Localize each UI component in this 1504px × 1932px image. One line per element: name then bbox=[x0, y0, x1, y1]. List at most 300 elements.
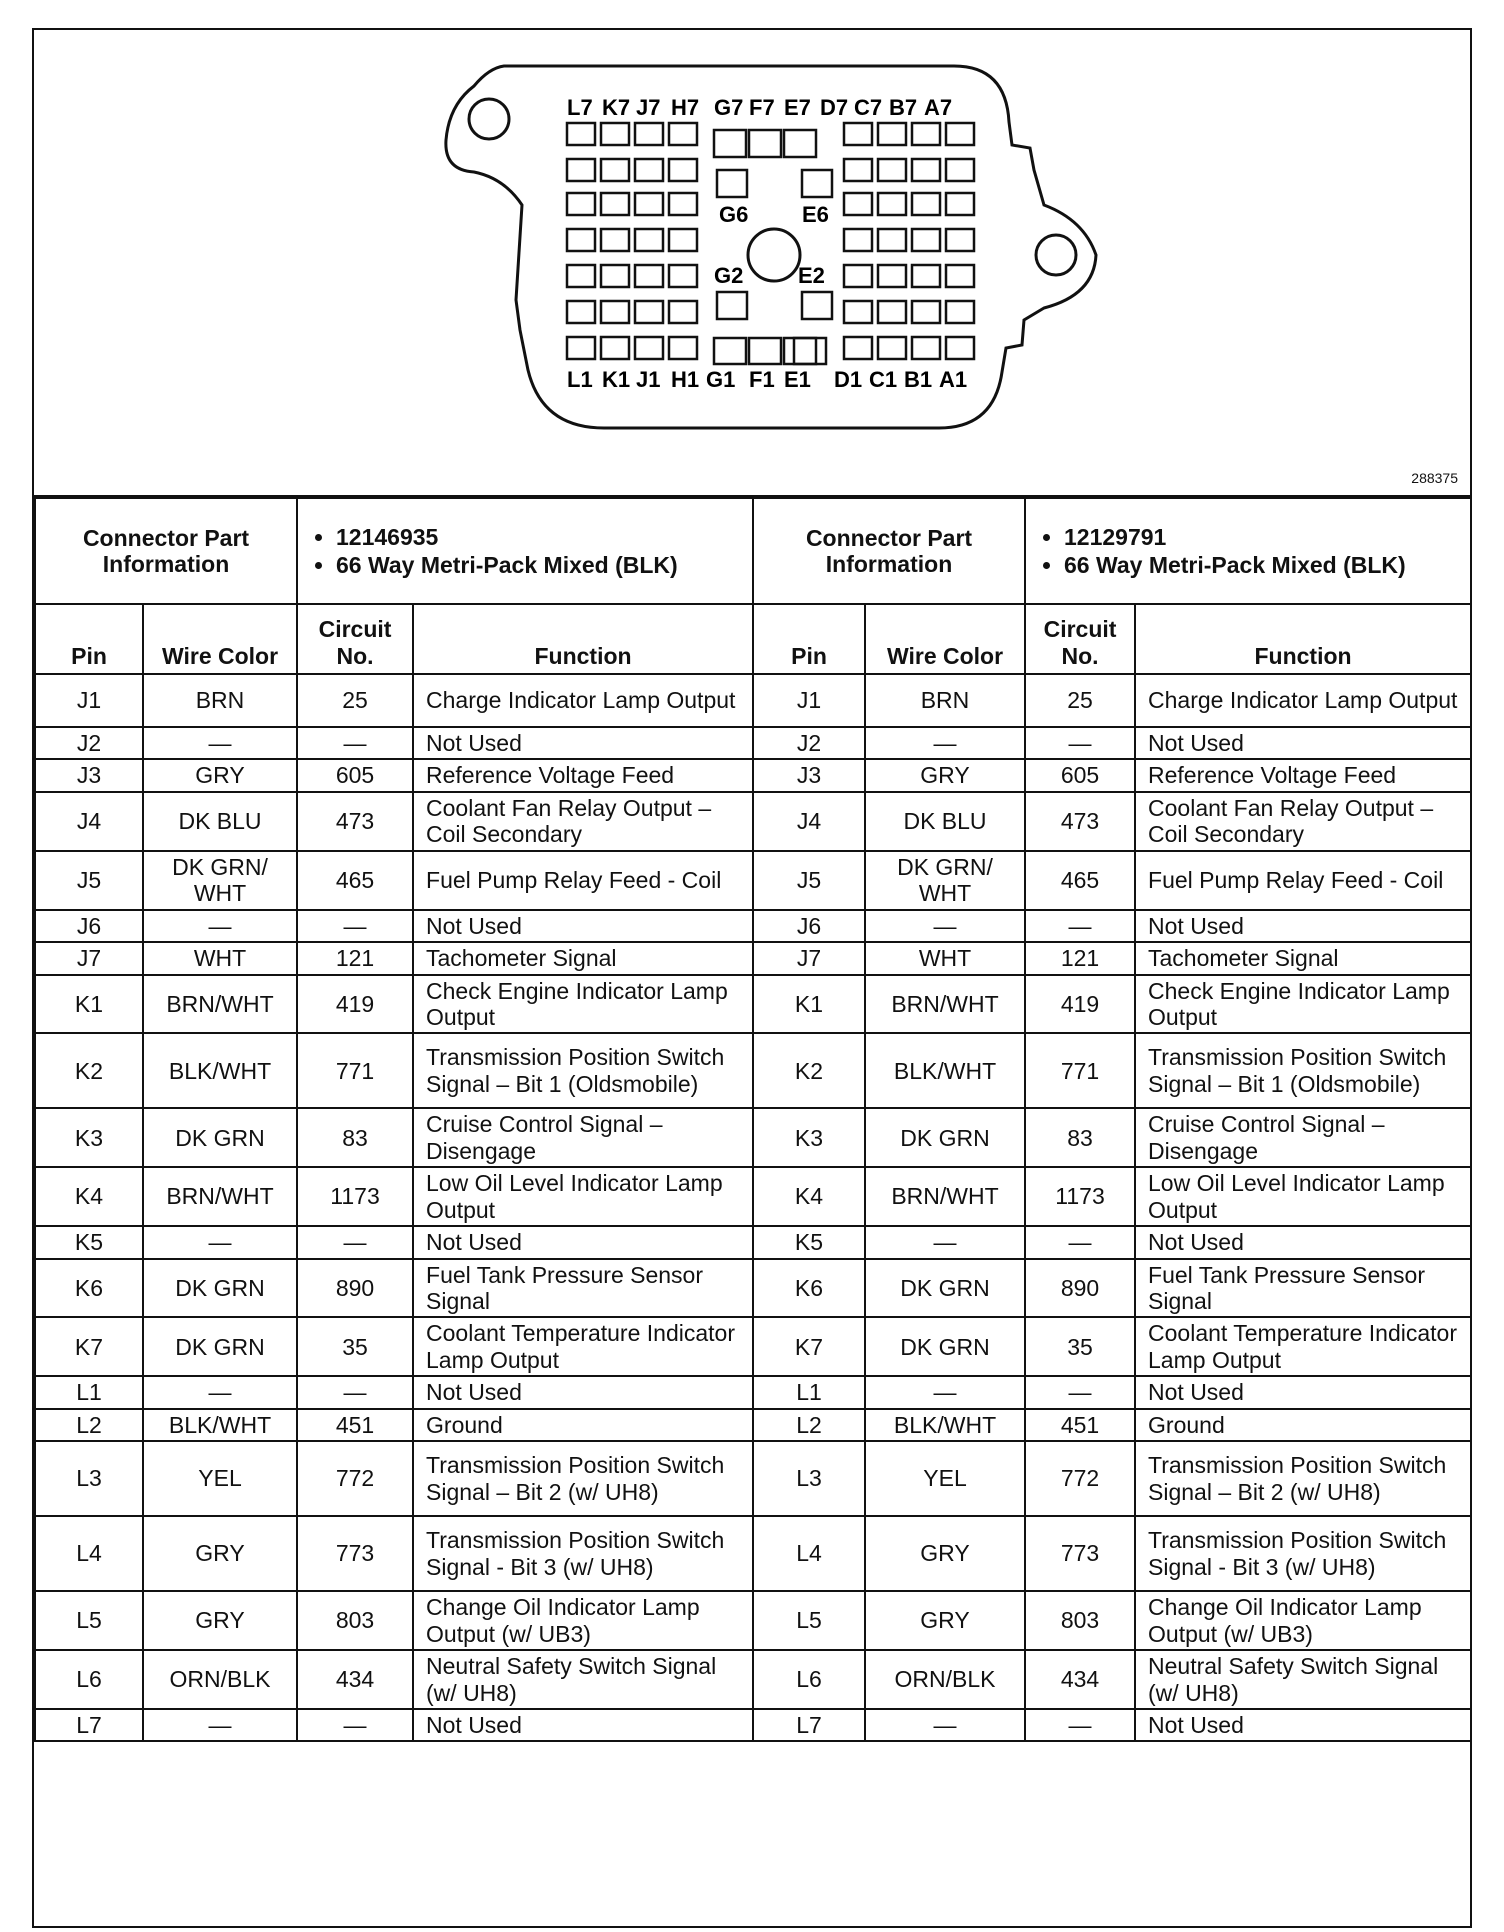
table-row bbox=[35, 1376, 753, 1408]
connector-info-row bbox=[35, 498, 753, 604]
pin-cavity bbox=[635, 301, 663, 323]
cell-function: Not Used bbox=[1135, 727, 1471, 759]
pin-cavity bbox=[946, 337, 974, 359]
col-header-circuit: Circuit No. bbox=[1025, 604, 1135, 674]
cell-pin: L4 bbox=[35, 1516, 143, 1591]
cell-pin: J7 bbox=[35, 942, 143, 974]
connector-info-values bbox=[1025, 498, 1471, 604]
cell-pin: K6 bbox=[35, 1259, 143, 1318]
pin-cavity bbox=[601, 123, 629, 145]
cell-pin: K1 bbox=[753, 975, 865, 1034]
pin-label: C7 bbox=[854, 95, 883, 120]
table-row bbox=[753, 1259, 1471, 1318]
table-row bbox=[753, 727, 1471, 759]
pin-cavity bbox=[601, 159, 629, 181]
cell-wire-color: DK BLU bbox=[143, 792, 297, 851]
cell-circuit: 35 bbox=[297, 1317, 413, 1376]
cell-wire-color: BLK/WHT bbox=[143, 1409, 297, 1441]
cell-wire-color: GRY bbox=[143, 1516, 297, 1591]
cell-function: Charge Indicator Lamp Output bbox=[413, 674, 753, 727]
cell-circuit: 605 bbox=[1025, 759, 1135, 791]
table-row bbox=[753, 1709, 1471, 1741]
pin-label: A1 bbox=[939, 367, 968, 392]
pin-cavity bbox=[601, 265, 629, 287]
pin-cavity bbox=[878, 123, 906, 145]
cell-pin: L1 bbox=[35, 1376, 143, 1408]
table-row bbox=[753, 1108, 1471, 1167]
table-row bbox=[35, 975, 753, 1034]
connector-diagram-panel bbox=[34, 30, 1470, 497]
pin-cavity bbox=[946, 193, 974, 215]
cell-circuit: 35 bbox=[1025, 1317, 1135, 1376]
cell-function: Check Engine Indicator Lamp Output bbox=[1135, 975, 1471, 1034]
cell-circuit: 465 bbox=[1025, 851, 1135, 910]
cell-circuit: 419 bbox=[1025, 975, 1135, 1034]
connector-description: • 66 Way Metri-Pack Mixed (BLK) bbox=[336, 552, 744, 578]
pin-label: G6 bbox=[719, 202, 749, 227]
pin-cavity bbox=[635, 193, 663, 215]
column-header-row bbox=[35, 604, 753, 674]
cell-pin: L2 bbox=[35, 1409, 143, 1441]
cell-function: Charge Indicator Lamp Output bbox=[1135, 674, 1471, 727]
cell-circuit: 1173 bbox=[1025, 1167, 1135, 1226]
cell-function: Check Engine Indicator Lamp Output bbox=[413, 975, 753, 1034]
table-body-right bbox=[753, 674, 1471, 1741]
cell-circuit: 890 bbox=[1025, 1259, 1135, 1318]
pin-label: E6 bbox=[802, 202, 829, 227]
cell-function: Neutral Safety Switch Signal (w/ UH8) bbox=[413, 1650, 753, 1709]
cell-function: Coolant Fan Relay Output – Coil Secondary bbox=[1135, 792, 1471, 851]
table-row bbox=[753, 1516, 1471, 1591]
table-row bbox=[753, 759, 1471, 791]
cell-circuit: 25 bbox=[1025, 674, 1135, 727]
col-header-pin: Pin bbox=[35, 604, 143, 674]
cell-wire-color: — bbox=[865, 910, 1025, 942]
pin-cavity bbox=[844, 193, 872, 215]
cell-wire-color: YEL bbox=[865, 1441, 1025, 1516]
cell-function: Not Used bbox=[413, 727, 753, 759]
cell-wire-color: — bbox=[143, 1226, 297, 1258]
pin-label: B7 bbox=[889, 95, 918, 120]
cell-wire-color: DK GRN/ WHT bbox=[143, 851, 297, 910]
table-row bbox=[753, 1591, 1471, 1650]
pin-cavity bbox=[912, 265, 940, 287]
cell-function: Fuel Pump Relay Feed - Coil bbox=[1135, 851, 1471, 910]
table-row bbox=[753, 1167, 1471, 1226]
pin-cavity bbox=[912, 193, 940, 215]
cell-pin: J3 bbox=[35, 759, 143, 791]
cell-pin: L4 bbox=[753, 1516, 865, 1591]
pin-label: D1 bbox=[834, 367, 863, 392]
cell-circuit: — bbox=[297, 910, 413, 942]
cell-wire-color: — bbox=[143, 1376, 297, 1408]
connector-table-right bbox=[752, 497, 1472, 1742]
table-row bbox=[35, 1167, 753, 1226]
cell-function: Low Oil Level Indicator Lamp Output bbox=[413, 1167, 753, 1226]
cell-pin: L6 bbox=[753, 1650, 865, 1709]
pin-cavity bbox=[567, 229, 595, 251]
cell-function: Change Oil Indicator Lamp Output (w/ UB3) bbox=[1135, 1591, 1471, 1650]
col-header-function: Function bbox=[413, 604, 753, 674]
pin-cavity bbox=[717, 292, 747, 319]
cell-pin: L3 bbox=[35, 1441, 143, 1516]
table-row bbox=[35, 910, 753, 942]
connector-info-values bbox=[297, 498, 753, 604]
cell-pin: J1 bbox=[753, 674, 865, 727]
cell-pin: L2 bbox=[753, 1409, 865, 1441]
pin-cavity bbox=[878, 229, 906, 251]
table-body-left bbox=[35, 674, 753, 1741]
col-header-wire-color: Wire Color bbox=[143, 604, 297, 674]
cell-circuit: 605 bbox=[297, 759, 413, 791]
pin-cavity bbox=[844, 301, 872, 323]
cell-circuit: 772 bbox=[1025, 1441, 1135, 1516]
pin-cavity bbox=[946, 301, 974, 323]
cell-wire-color: — bbox=[143, 727, 297, 759]
pin-cavity bbox=[844, 159, 872, 181]
pin-cavity bbox=[912, 229, 940, 251]
cell-wire-color: WHT bbox=[143, 942, 297, 974]
pin-label: G1 bbox=[706, 367, 736, 392]
cell-pin: K4 bbox=[753, 1167, 865, 1226]
table-row bbox=[35, 1259, 753, 1318]
cell-function: Not Used bbox=[413, 1226, 753, 1258]
table-row bbox=[753, 1376, 1471, 1408]
cell-pin: L6 bbox=[35, 1650, 143, 1709]
pin-cavity bbox=[912, 123, 940, 145]
cell-circuit: 773 bbox=[1025, 1516, 1135, 1591]
cell-pin: J4 bbox=[35, 792, 143, 851]
cell-wire-color: DK GRN bbox=[143, 1317, 297, 1376]
connector-info-row bbox=[753, 498, 1471, 604]
pin-cavity bbox=[601, 229, 629, 251]
pin-cavity bbox=[669, 193, 697, 215]
cell-wire-color: YEL bbox=[143, 1441, 297, 1516]
cell-wire-color: DK GRN bbox=[865, 1108, 1025, 1167]
cell-pin: K1 bbox=[35, 975, 143, 1034]
cell-function: Cruise Control Signal – Disengage bbox=[413, 1108, 753, 1167]
cell-circuit: 121 bbox=[297, 942, 413, 974]
table-row bbox=[753, 1409, 1471, 1441]
pin-cavity bbox=[784, 130, 816, 157]
cell-wire-color: ORN/BLK bbox=[143, 1650, 297, 1709]
cell-wire-color: BRN bbox=[143, 674, 297, 727]
cell-pin: J3 bbox=[753, 759, 865, 791]
cell-function: Reference Voltage Feed bbox=[1135, 759, 1471, 791]
pin-cavity bbox=[601, 193, 629, 215]
cell-wire-color: GRY bbox=[865, 1516, 1025, 1591]
cell-function: Cruise Control Signal – Disengage bbox=[1135, 1108, 1471, 1167]
cell-wire-color: BRN/WHT bbox=[143, 975, 297, 1034]
figure-number: 288375 bbox=[1411, 470, 1458, 486]
pin-label: J1 bbox=[636, 367, 661, 392]
table-row bbox=[753, 1441, 1471, 1516]
pin-cavity bbox=[749, 338, 781, 364]
cell-function: Not Used bbox=[413, 910, 753, 942]
cell-pin: K6 bbox=[753, 1259, 865, 1318]
table-row bbox=[35, 792, 753, 851]
cell-function: Reference Voltage Feed bbox=[413, 759, 753, 791]
pin-cavity bbox=[635, 159, 663, 181]
cell-pin: L7 bbox=[35, 1709, 143, 1741]
pin-cavity bbox=[878, 265, 906, 287]
pin-label: H1 bbox=[671, 367, 700, 392]
connector-table-left bbox=[34, 497, 754, 1742]
cell-pin: J7 bbox=[753, 942, 865, 974]
pin-cavity bbox=[635, 265, 663, 287]
cell-wire-color: — bbox=[865, 1226, 1025, 1258]
pin-cavity bbox=[878, 301, 906, 323]
pin-label: F7 bbox=[749, 95, 775, 120]
cell-function: Transmission Position Switch Signal - Bit 3 (w/ UH8) bbox=[413, 1516, 753, 1591]
pin-cavity bbox=[912, 337, 940, 359]
pin-label: K1 bbox=[602, 367, 631, 392]
cell-pin: J1 bbox=[35, 674, 143, 727]
cell-circuit: 1173 bbox=[297, 1167, 413, 1226]
cell-circuit: 83 bbox=[297, 1108, 413, 1167]
cell-wire-color: DK GRN/ WHT bbox=[865, 851, 1025, 910]
table-row bbox=[753, 851, 1471, 910]
table-row bbox=[35, 674, 753, 727]
pin-cavity bbox=[714, 338, 746, 364]
mounting-hole-right bbox=[1036, 235, 1076, 275]
pin-cavity bbox=[567, 123, 595, 145]
connector-part-number: • 12129791 bbox=[1064, 524, 1462, 550]
table-row bbox=[753, 975, 1471, 1034]
cell-circuit: 473 bbox=[297, 792, 413, 851]
pin-cavity bbox=[567, 265, 595, 287]
cell-circuit: — bbox=[1025, 1709, 1135, 1741]
pin-cavity bbox=[844, 337, 872, 359]
cell-circuit: 419 bbox=[297, 975, 413, 1034]
cell-pin: J2 bbox=[35, 727, 143, 759]
col-header-wire-color: Wire Color bbox=[865, 604, 1025, 674]
cell-circuit: — bbox=[297, 1376, 413, 1408]
cell-circuit: 771 bbox=[297, 1033, 413, 1108]
cell-function: Tachometer Signal bbox=[413, 942, 753, 974]
cell-function: Fuel Tank Pressure Sensor Signal bbox=[413, 1259, 753, 1318]
cell-circuit: 121 bbox=[1025, 942, 1135, 974]
cell-circuit: 25 bbox=[297, 674, 413, 727]
column-header-row bbox=[753, 604, 1471, 674]
cell-circuit: 465 bbox=[297, 851, 413, 910]
table-row bbox=[753, 674, 1471, 727]
pin-label: A7 bbox=[924, 95, 953, 120]
table-row bbox=[753, 910, 1471, 942]
mounting-hole-left bbox=[469, 99, 509, 139]
pin-label: E7 bbox=[784, 95, 811, 120]
table-row bbox=[35, 1317, 753, 1376]
cell-pin: K4 bbox=[35, 1167, 143, 1226]
pin-cavity bbox=[669, 229, 697, 251]
cell-wire-color: GRY bbox=[865, 1591, 1025, 1650]
cell-pin: J5 bbox=[35, 851, 143, 910]
cell-wire-color: GRY bbox=[865, 759, 1025, 791]
pin-label: H7 bbox=[671, 95, 700, 120]
cell-wire-color: DK BLU bbox=[865, 792, 1025, 851]
cell-wire-color: — bbox=[865, 1709, 1025, 1741]
pin-cavity bbox=[669, 337, 697, 359]
pin-cavity bbox=[669, 123, 697, 145]
pin-cavity bbox=[844, 123, 872, 145]
cell-function: Not Used bbox=[413, 1376, 753, 1408]
cell-function: Not Used bbox=[1135, 1376, 1471, 1408]
table-row bbox=[753, 942, 1471, 974]
pin-cavity bbox=[878, 193, 906, 215]
pin-cavity bbox=[669, 301, 697, 323]
cell-wire-color: — bbox=[865, 727, 1025, 759]
table-row bbox=[35, 1108, 753, 1167]
pin-cavity bbox=[567, 159, 595, 181]
pin-cavity bbox=[844, 229, 872, 251]
cell-pin: J2 bbox=[753, 727, 865, 759]
pin-label: J7 bbox=[636, 95, 661, 120]
table-row bbox=[35, 727, 753, 759]
pin-cavity bbox=[669, 265, 697, 287]
cell-function: Low Oil Level Indicator Lamp Output bbox=[1135, 1167, 1471, 1226]
table-row bbox=[753, 1317, 1471, 1376]
cell-function: Not Used bbox=[1135, 1226, 1471, 1258]
connector-info-title: Connector Part Information bbox=[753, 498, 1025, 604]
cell-pin: L1 bbox=[753, 1376, 865, 1408]
cell-wire-color: — bbox=[143, 1709, 297, 1741]
pin-label: C1 bbox=[869, 367, 898, 392]
table-row bbox=[35, 1441, 753, 1516]
pin-cavity bbox=[717, 170, 747, 197]
cell-pin: J5 bbox=[753, 851, 865, 910]
pin-cavity bbox=[946, 229, 974, 251]
cell-function: Fuel Pump Relay Feed - Coil bbox=[413, 851, 753, 910]
pin-cavity bbox=[784, 338, 816, 364]
cell-pin: K3 bbox=[753, 1108, 865, 1167]
table-row bbox=[753, 792, 1471, 851]
cell-function: Transmission Position Switch Signal – Bit 2 (w/ UH8) bbox=[1135, 1441, 1471, 1516]
pin-cavity bbox=[635, 337, 663, 359]
col-header-circuit: Circuit No. bbox=[297, 604, 413, 674]
cell-circuit: 473 bbox=[1025, 792, 1135, 851]
cell-function: Transmission Position Switch Signal – Bit 1 (Oldsmobile) bbox=[413, 1033, 753, 1108]
pin-cavity bbox=[946, 123, 974, 145]
pin-cavity bbox=[601, 337, 629, 359]
cell-function: Ground bbox=[413, 1409, 753, 1441]
cell-pin: K7 bbox=[35, 1317, 143, 1376]
cell-function: Change Oil Indicator Lamp Output (w/ UB3) bbox=[413, 1591, 753, 1650]
cell-pin: K2 bbox=[753, 1033, 865, 1108]
center-post bbox=[748, 229, 800, 281]
pin-label: E1 bbox=[784, 367, 811, 392]
connector-part-number: • 12146935 bbox=[336, 524, 744, 550]
col-header-function: Function bbox=[1135, 604, 1471, 674]
pin-label: E2 bbox=[798, 263, 825, 288]
cell-wire-color: BRN bbox=[865, 674, 1025, 727]
pin-cavity bbox=[635, 123, 663, 145]
cell-circuit: 771 bbox=[1025, 1033, 1135, 1108]
cell-wire-color: DK GRN bbox=[143, 1108, 297, 1167]
pin-cavity bbox=[878, 337, 906, 359]
cell-function: Transmission Position Switch Signal – Bit 2 (w/ UH8) bbox=[413, 1441, 753, 1516]
pin-cavity bbox=[912, 159, 940, 181]
cell-pin: K2 bbox=[35, 1033, 143, 1108]
cell-wire-color: DK GRN bbox=[865, 1259, 1025, 1318]
pin-cavity bbox=[749, 130, 781, 157]
pin-cavity bbox=[794, 338, 826, 364]
cell-pin: J4 bbox=[753, 792, 865, 851]
cell-circuit: 773 bbox=[297, 1516, 413, 1591]
pin-cavity bbox=[669, 159, 697, 181]
pin-cavity bbox=[802, 292, 832, 319]
cell-function: Transmission Position Switch Signal - Bit 3 (w/ UH8) bbox=[1135, 1516, 1471, 1591]
col-header-pin: Pin bbox=[753, 604, 865, 674]
cell-wire-color: GRY bbox=[143, 1591, 297, 1650]
cell-function: Coolant Temperature Indicator Lamp Output bbox=[413, 1317, 753, 1376]
cell-wire-color: BRN/WHT bbox=[143, 1167, 297, 1226]
table-row bbox=[753, 1033, 1471, 1108]
cell-function: Coolant Temperature Indicator Lamp Output bbox=[1135, 1317, 1471, 1376]
cell-circuit: 451 bbox=[297, 1409, 413, 1441]
cell-circuit: — bbox=[297, 1709, 413, 1741]
pin-label: L1 bbox=[567, 367, 593, 392]
document-sheet bbox=[32, 28, 1472, 1928]
cell-circuit: 772 bbox=[297, 1441, 413, 1516]
pin-label: K7 bbox=[602, 95, 631, 120]
cell-circuit: 434 bbox=[297, 1650, 413, 1709]
pin-cavity bbox=[844, 265, 872, 287]
pin-cavity bbox=[567, 301, 595, 323]
cell-circuit: 83 bbox=[1025, 1108, 1135, 1167]
table-row bbox=[35, 1516, 753, 1591]
cell-circuit: 803 bbox=[297, 1591, 413, 1650]
pin-cavity bbox=[635, 229, 663, 251]
cell-function: Ground bbox=[1135, 1409, 1471, 1441]
cell-function: Not Used bbox=[1135, 1709, 1471, 1741]
cell-wire-color: ORN/BLK bbox=[865, 1650, 1025, 1709]
cell-wire-color: BLK/WHT bbox=[865, 1033, 1025, 1108]
pin-label: G7 bbox=[714, 95, 744, 120]
connector-info-title: Connector Part Information bbox=[35, 498, 297, 604]
pin-cavity bbox=[802, 170, 832, 197]
table-row bbox=[35, 759, 753, 791]
cell-wire-color: — bbox=[865, 1376, 1025, 1408]
pin-cavity bbox=[946, 265, 974, 287]
pin-cavity bbox=[567, 193, 595, 215]
pin-cavity bbox=[714, 130, 746, 157]
table-row bbox=[35, 851, 753, 910]
cell-wire-color: DK GRN bbox=[143, 1259, 297, 1318]
pin-label: B1 bbox=[904, 367, 933, 392]
table-row bbox=[35, 1033, 753, 1108]
pin-cavities bbox=[567, 123, 974, 364]
connector-face-diagram bbox=[34, 30, 1470, 495]
cell-pin: J6 bbox=[35, 910, 143, 942]
cell-wire-color: DK GRN bbox=[865, 1317, 1025, 1376]
cell-circuit: 890 bbox=[297, 1259, 413, 1318]
cell-wire-color: — bbox=[143, 910, 297, 942]
cell-pin: K7 bbox=[753, 1317, 865, 1376]
pin-label: G2 bbox=[714, 263, 744, 288]
pin-cavity bbox=[601, 301, 629, 323]
pin-cavity bbox=[946, 159, 974, 181]
cell-pin: K5 bbox=[753, 1226, 865, 1258]
cell-circuit: 434 bbox=[1025, 1650, 1135, 1709]
cell-pin: L5 bbox=[753, 1591, 865, 1650]
table-row bbox=[35, 1650, 753, 1709]
pin-label: D7 bbox=[820, 95, 849, 120]
cell-circuit: — bbox=[297, 1226, 413, 1258]
cell-wire-color: BLK/WHT bbox=[143, 1033, 297, 1108]
cell-pin: L7 bbox=[753, 1709, 865, 1741]
cell-function: Not Used bbox=[1135, 910, 1471, 942]
cell-wire-color: GRY bbox=[143, 759, 297, 791]
